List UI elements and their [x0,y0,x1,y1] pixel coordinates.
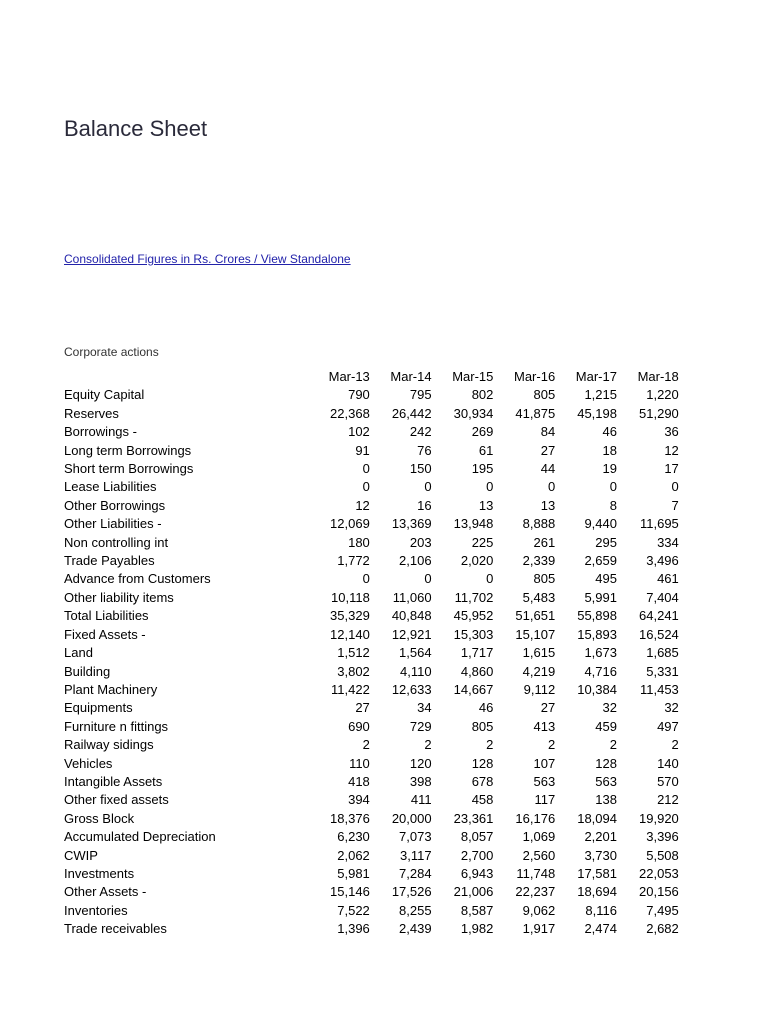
cell-value: 4,860 [460,663,494,679]
cell-value: 44 [540,461,556,477]
table-row [64,515,679,533]
table-row [64,607,679,625]
cell-value: 495 [595,571,617,587]
cell-value: 6,943 [460,865,494,881]
cell-value: 10,384 [577,681,617,697]
cell-value: 2,062 [337,847,370,863]
cell-value: 120 [409,755,432,771]
cell-value: 12,140 [330,626,370,642]
cell-value: 1,215 [584,387,617,403]
row-label: Reserves [64,405,119,421]
cell-value: 2,020 [460,553,494,569]
cell-value: 13 [478,497,494,513]
table-row [64,478,679,496]
cell-value: 7,404 [646,589,679,605]
cell-value: 15,303 [453,626,494,642]
table-row [64,718,679,736]
cell-value: 140 [657,755,679,771]
cell-value: 17,581 [577,865,617,881]
cell-value: 411 [410,792,432,808]
cell-value: 1,917 [522,921,556,937]
cell-value: 76 [417,442,432,458]
cell-value: 117 [534,792,556,808]
cell-value: 11,702 [454,589,494,605]
cell-value: 13 [540,497,556,513]
cell-value: 32 [602,700,617,716]
cell-value: 195 [471,461,494,477]
row-label: Intangible Assets [64,773,163,789]
cell-value: 11,422 [331,681,370,697]
cell-value: 34 [417,700,432,716]
cell-value: 18 [602,442,617,458]
cell-value: 35,329 [330,608,370,624]
cell-value: 19 [602,461,617,477]
cell-value: 12 [355,497,370,513]
cell-value: 1,512 [337,645,370,661]
cell-value: 1,685 [646,645,679,661]
table-row [64,810,679,828]
cell-value: 269 [471,424,494,440]
cell-value: 84 [540,424,556,440]
cell-value: 5,991 [584,589,617,605]
cell-value: 12,921 [391,626,432,642]
table-row [64,442,679,460]
page-title: Balance Sheet [64,116,208,141]
column-header: Mar-16 [514,369,556,384]
cell-value: 20,000 [391,810,432,826]
column-header: Mar-13 [328,369,370,384]
cell-value: 107 [533,755,556,771]
cell-value: 225 [471,534,494,550]
cell-value: 8,888 [522,516,556,532]
cell-value: 1,982 [460,921,494,937]
cell-value: 13,948 [453,516,494,532]
table-row [64,791,679,809]
table-row [64,865,679,883]
cell-value: 15,107 [515,626,556,642]
cell-value: 3,802 [337,663,370,679]
cell-value: 0 [486,479,494,495]
cell-value: 2,201 [584,829,617,845]
table-row [64,883,679,901]
table-row [64,773,679,791]
row-label: Inventories [64,902,128,918]
cell-value: 20,156 [639,884,679,900]
cell-value: 295 [595,534,617,550]
cell-value: 4,219 [522,663,556,679]
cell-value: 802 [471,387,494,403]
table-row [64,736,679,754]
cell-value: 2,474 [584,921,617,937]
cell-value: 497 [657,718,679,734]
cell-value: 12,069 [330,516,370,532]
cell-value: 9,440 [584,516,617,532]
cell-value: 27 [540,700,556,716]
cell-value: 55,898 [577,608,617,624]
cell-value: 15,893 [577,626,617,642]
cell-value: 12,633 [391,681,432,697]
cell-value: 110 [349,755,370,771]
cell-value: 2 [671,737,679,753]
corporate-actions-label: Corporate actions [64,345,159,359]
cell-value: 212 [657,792,679,808]
cell-value: 8,587 [460,902,494,918]
row-label: Investments [64,865,135,881]
table-row [64,644,679,662]
cell-value: 15,146 [330,884,370,900]
row-label: Advance from Customers [64,571,211,587]
cell-value: 11,748 [516,865,556,881]
row-label: Long term Borrowings [64,442,192,458]
row-label: Total Liabilities [64,608,149,624]
cell-value: 1,564 [399,645,432,661]
cell-value: 3,496 [646,553,679,569]
cell-value: 7 [671,497,679,513]
table-row [64,681,679,699]
cell-value: 36 [664,424,679,440]
row-label: Lease Liabilities [64,479,157,495]
cell-value: 2 [547,737,556,753]
cell-value: 64,241 [639,608,679,624]
cell-value: 2,106 [399,553,432,569]
cell-value: 102 [348,424,370,440]
cell-value: 261 [533,534,556,550]
cell-value: 11,453 [639,681,679,697]
row-label: Equity Capital [64,387,145,403]
cell-value: 3,117 [400,847,432,863]
balance-sheet-table [64,368,679,939]
cell-value: 0 [609,479,617,495]
row-label: Trade receivables [64,921,167,937]
cell-value: 690 [348,718,370,734]
cell-value: 7,522 [337,902,370,918]
table-row [64,460,679,478]
cell-value: 0 [547,479,556,495]
cell-value: 2,439 [399,921,432,937]
cell-value: 11,695 [639,516,679,532]
table-row [64,552,679,570]
column-header: Mar-15 [452,369,494,384]
cell-value: 3,730 [584,847,617,863]
cell-value: 795 [409,387,432,403]
row-label: Railway sidings [64,737,154,753]
cell-value: 138 [595,792,617,808]
row-label: Equipments [64,700,133,716]
cell-value: 2 [609,737,617,753]
column-header: Mar-17 [575,369,617,384]
cell-value: 5,508 [646,847,679,863]
cell-value: 729 [409,718,432,734]
cell-value: 6,230 [337,829,370,845]
cell-value: 22,053 [639,865,679,881]
row-label: Fixed Assets - [64,626,146,642]
cell-value: 51,651 [515,608,556,624]
cell-value: 0 [486,571,494,587]
cell-value: 18,376 [330,810,370,826]
cell-value: 5,981 [337,865,370,881]
cell-value: 1,396 [337,921,370,937]
cell-value: 2 [486,737,494,753]
cell-value: 2,560 [522,847,556,863]
cell-value: 461 [657,571,679,587]
cell-value: 459 [595,718,617,734]
cell-value: 22,237 [515,884,556,900]
row-label: Other liability items [64,589,174,605]
table-row [64,847,679,865]
cell-value: 19,920 [639,810,679,826]
cell-value: 0 [424,479,432,495]
cell-value: 418 [348,773,370,789]
cell-value: 91 [355,442,370,458]
cell-value: 22,368 [330,405,370,421]
row-label: Other Assets - [64,884,147,900]
cell-value: 11,060 [392,589,432,605]
row-label: Borrowings - [64,424,137,440]
cell-value: 4,110 [400,663,432,679]
table-row [64,902,679,920]
cell-value: 9,062 [522,902,556,918]
cell-value: 1,069 [522,829,556,845]
row-label: Gross Block [64,810,135,826]
cell-value: 1,673 [584,645,617,661]
row-label: Other Liabilities - [64,516,162,532]
cell-value: 9,112 [523,681,556,697]
cell-value: 8,116 [585,902,617,918]
cell-value: 150 [409,461,432,477]
cell-value: 0 [424,571,432,587]
cell-value: 0 [362,571,370,587]
cell-value: 678 [471,773,494,789]
cell-value: 8,057 [460,829,494,845]
cell-value: 242 [409,424,432,440]
cell-value: 8 [609,497,617,513]
cell-value: 805 [533,571,556,587]
cell-value: 1,220 [646,387,679,403]
cell-value: 18,094 [577,810,617,826]
cell-value: 16 [417,497,432,513]
cell-value: 18,694 [577,884,617,900]
cell-value: 10,118 [331,589,370,605]
cell-value: 2,659 [584,553,617,569]
column-header: Mar-18 [637,369,679,384]
cell-value: 2,339 [522,553,556,569]
row-label: Other Borrowings [64,497,166,513]
table-row [64,920,679,938]
cell-value: 61 [478,442,494,458]
cell-value: 1,615 [522,645,556,661]
cell-value: 5,483 [522,589,556,605]
cell-value: 128 [595,755,617,771]
row-label: Trade Payables [64,553,155,569]
cell-value: 16,524 [639,626,679,642]
cell-value: 7,073 [399,829,432,845]
cell-value: 1,772 [337,553,370,569]
cell-value: 8,255 [399,902,432,918]
cell-value: 51,290 [639,405,679,421]
cell-value: 394 [348,792,370,808]
cell-value: 17 [664,461,679,477]
table-row [64,405,679,423]
cell-value: 563 [533,773,556,789]
cell-value: 1,717 [460,645,494,661]
cell-value: 805 [471,718,494,734]
cell-value: 16,176 [515,810,556,826]
table-row [64,423,679,441]
cell-value: 7,284 [399,865,432,881]
row-label: Vehicles [64,755,113,771]
cell-value: 46 [602,424,617,440]
cell-value: 17,526 [391,884,432,900]
row-label: Short term Borrowings [64,461,194,477]
cell-value: 203 [409,534,432,550]
cell-value: 570 [657,773,679,789]
cell-value: 45,198 [577,405,617,421]
cell-value: 2 [424,737,432,753]
cell-value: 5,331 [646,663,679,679]
row-label: Non controlling int [64,534,169,550]
cell-value: 805 [533,387,556,403]
cell-value: 4,716 [584,663,617,679]
cell-value: 563 [595,773,617,789]
cell-value: 334 [657,534,679,550]
cell-value: 32 [664,700,679,716]
cell-value: 41,875 [515,405,556,421]
column-header: Mar-14 [390,369,432,384]
cell-value: 12 [664,442,679,458]
cell-value: 23,361 [453,810,494,826]
cell-value: 27 [540,442,556,458]
table-row [64,386,679,404]
cell-value: 45,952 [453,608,494,624]
row-label: Plant Machinery [64,681,158,697]
cell-value: 26,442 [391,405,432,421]
row-label: Land [64,645,93,661]
table-row [64,534,679,552]
cell-value: 2,700 [460,847,494,863]
header-blank-cell [64,368,308,386]
cell-value: 0 [362,479,370,495]
table-row [64,570,679,588]
cell-value: 40,848 [391,608,432,624]
cell-value: 30,934 [453,405,494,421]
cell-value: 0 [671,479,679,495]
cell-value: 3,396 [646,829,679,845]
cell-value: 21,006 [453,884,494,900]
cell-value: 13,369 [391,516,432,532]
row-label: Building [64,663,111,679]
row-label: Furniture n fittings [64,718,169,734]
table-row [64,589,679,607]
cell-value: 27 [355,700,370,716]
cell-value: 398 [409,773,432,789]
row-label: Accumulated Depreciation [64,829,216,845]
table-row [64,828,679,846]
consolidated-figures-link[interactable]: Consolidated Figures in Rs. Crores / View Standalone [64,252,351,266]
cell-value: 180 [348,534,370,550]
cell-value: 790 [348,387,370,403]
cell-value: 46 [478,700,494,716]
row-label: Other fixed assets [64,792,169,808]
cell-value: 413 [533,718,556,734]
cell-value: 128 [471,755,494,771]
cell-value: 14,667 [453,681,494,697]
table-row [64,755,679,773]
table-row [64,497,679,515]
row-label: CWIP [64,847,98,863]
cell-value: 0 [362,461,370,477]
cell-value: 7,495 [646,902,679,918]
table-header-row [64,368,679,386]
cell-value: 2 [362,737,370,753]
cell-value: 2,682 [646,921,679,937]
table-row [64,699,679,717]
table-row [64,663,679,681]
table-row [64,626,679,644]
cell-value: 458 [471,792,494,808]
